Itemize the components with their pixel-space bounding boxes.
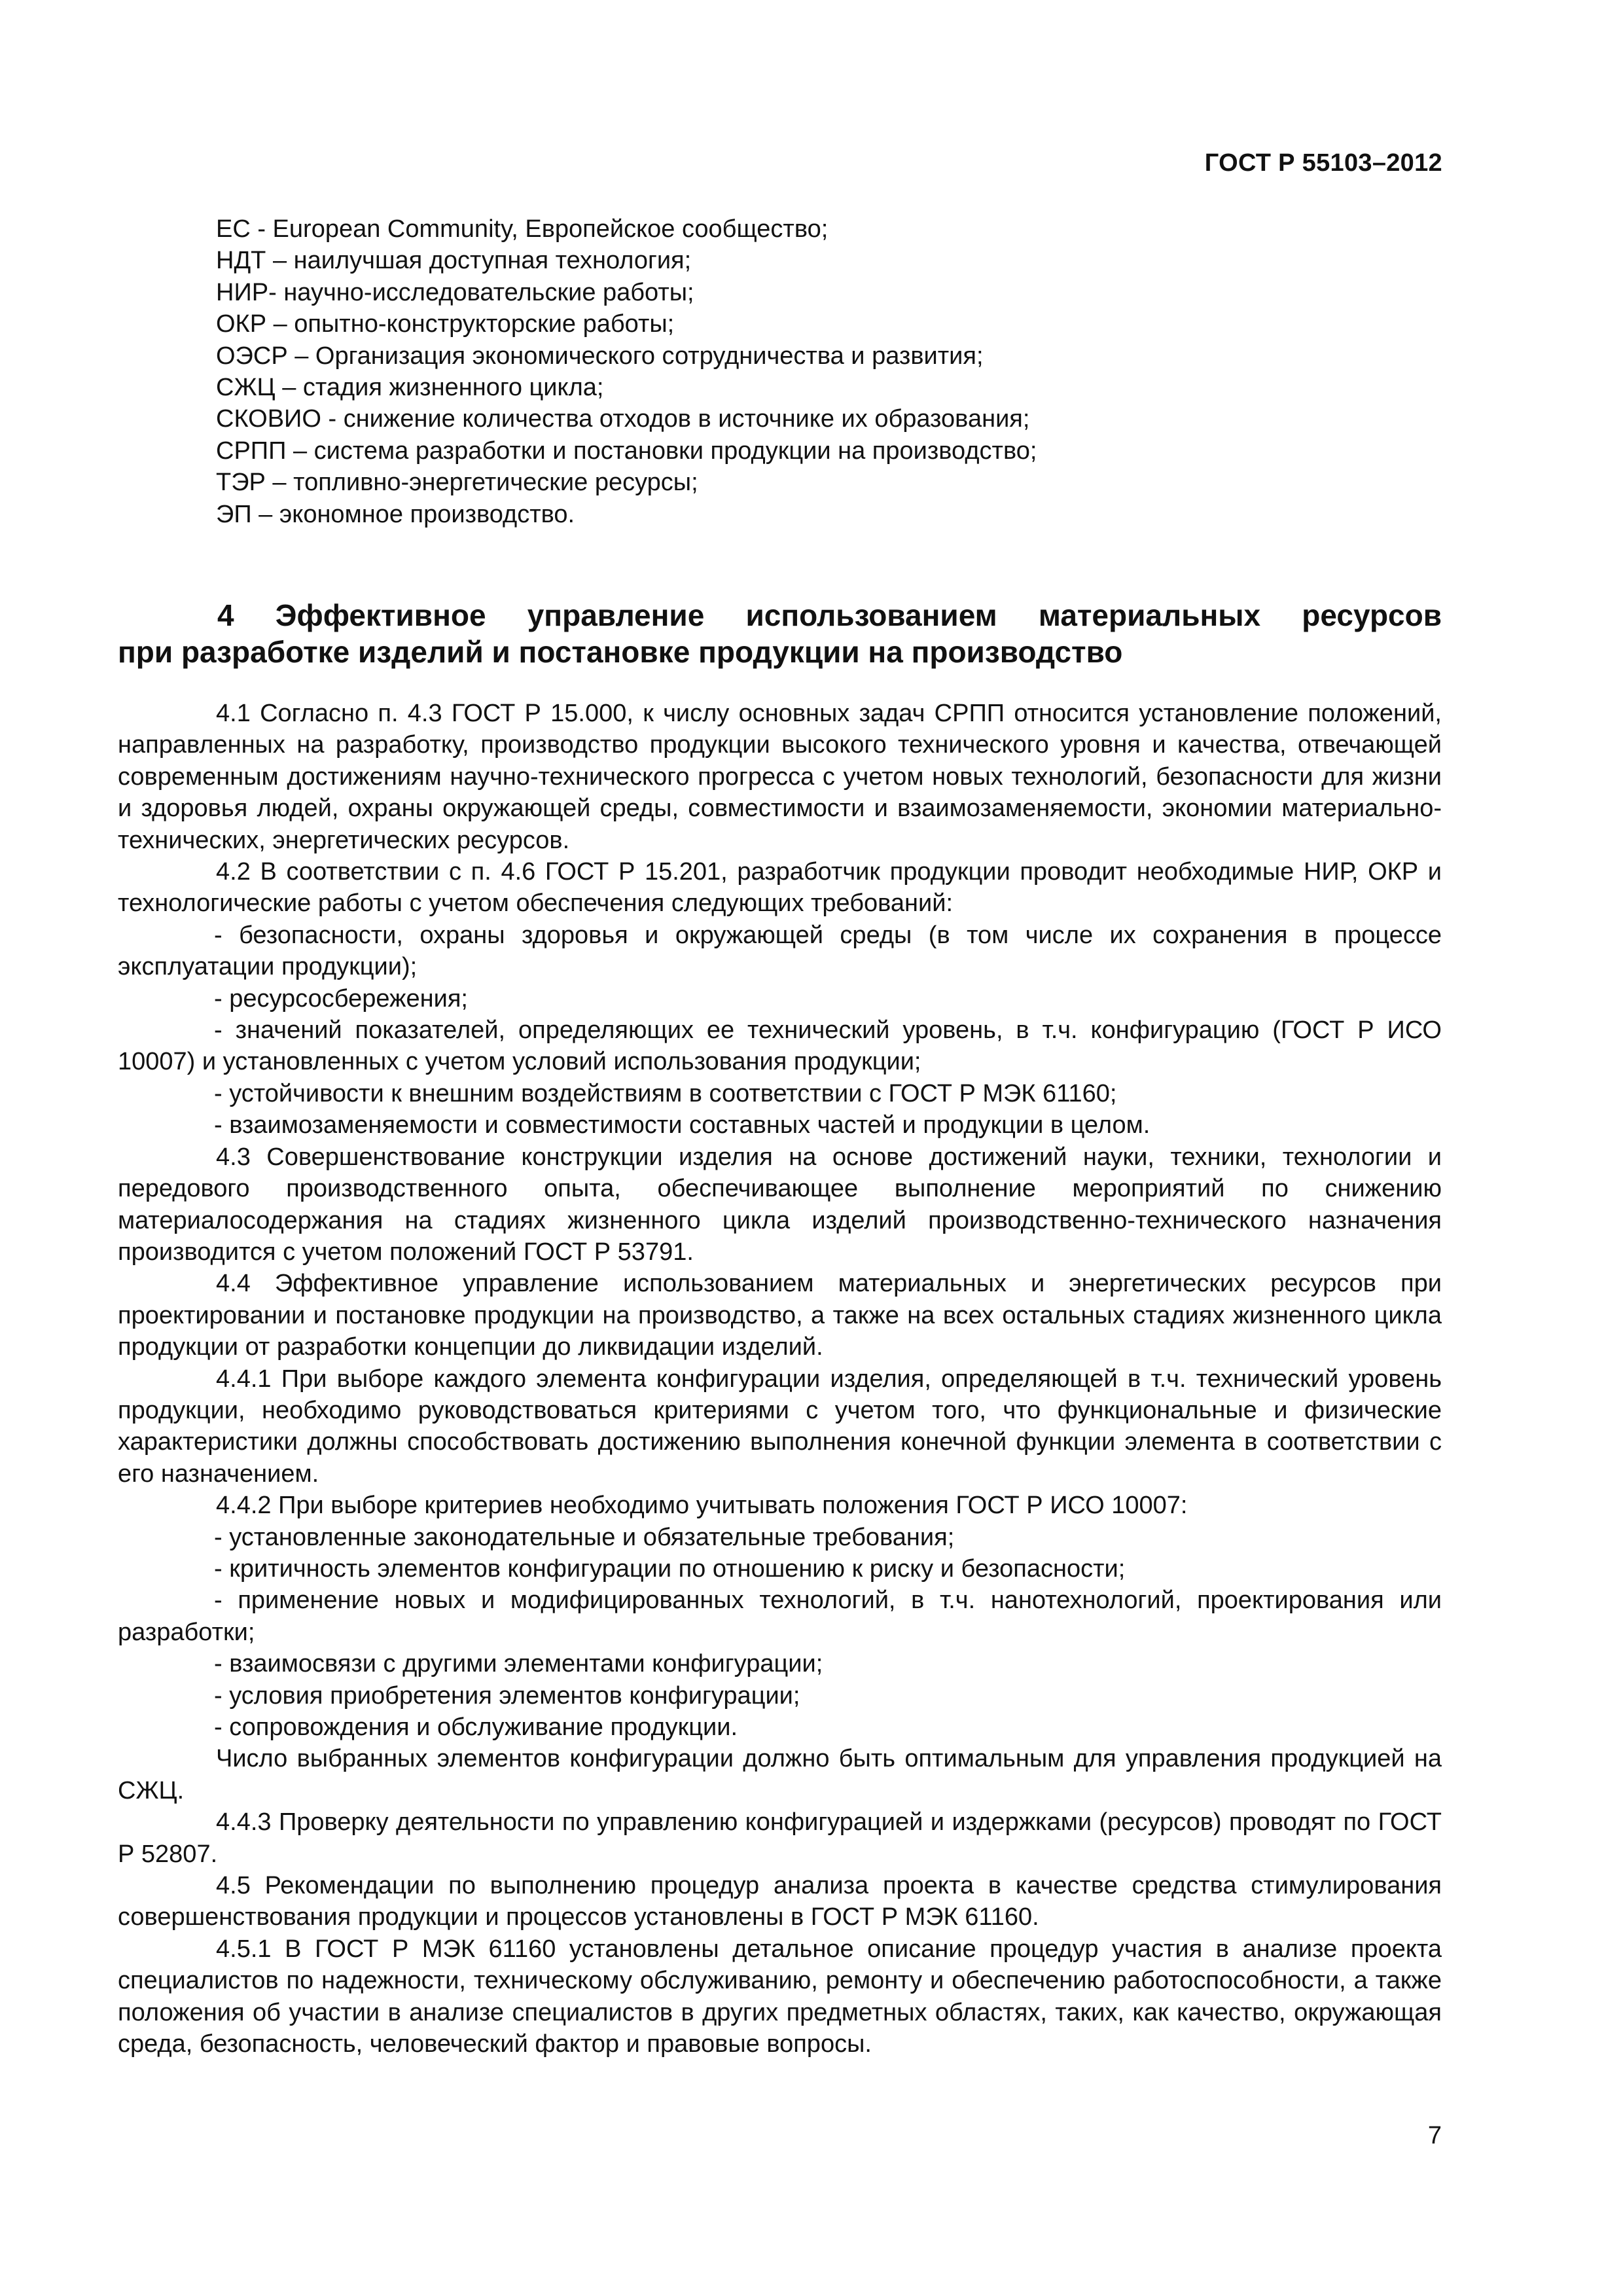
- paragraph-4-1: 4.1 Согласно п. 4.3 ГОСТ Р 15.000, к числу основных задач СРПП относится установление положений, направленных на разработку, производство продукции высокого технического уровня и качества, отвечающей современным достижениям научно-технического прогресса с учетом новых технологий, безопасности для жизни и здоровья людей, охраны окружающей среды, совместимости и взаимозаменяемости, экономии материально-технических, энергетических ресурсов.: [118, 700, 1442, 854]
- paragraph-4-2: 4.2 В соответствии с п. 4.6 ГОСТ Р 15.201, разработчик продукции проводит необходимые НИР, ОКР и технологические работы с учетом обеспечения следующих требований:: [118, 858, 1442, 918]
- abbreviation-item: СКОВИО - снижение количества отходов в источнике их образования;: [216, 405, 1030, 433]
- paragraph-4-4-2: 4.4.2 При выборе критериев необходимо учитывать положения ГОСТ Р ИСО 10007:: [216, 1492, 1188, 1520]
- section-heading: [118, 597, 1442, 670]
- paragraph-4-5: 4.5 Рекомендации по выполнению процедур анализа проекта в качестве средства стимулирования совершенствования продукции и процессов установлены в ГОСТ Р МЭК 61160.: [118, 1872, 1442, 1931]
- list-item: - безопасности, охраны здоровья и окружающей среды (в том числе их сохранения в процессе эксплуатации продукции);: [118, 921, 1442, 981]
- list-item: - значений показателей, определяющих ее технический уровень, в т.ч. конфигурацию (ГОСТ Р ИСО 10007) и установленных с учетом условий использования продукции;: [118, 1016, 1442, 1076]
- standard-code-header: ГОСТ Р 55103–2012: [1204, 149, 1442, 177]
- abbreviation-list: [216, 213, 1459, 530]
- list-item: - взаимозаменяемости и совместимости составных частей и продукции в целом.: [214, 1111, 1150, 1139]
- section-body: [118, 698, 1442, 2060]
- section-heading-line-2: при разработке изделий и постановке продукции на производство: [118, 635, 1123, 669]
- abbreviation-item: ЕС - European Community, Европейское сообщество;: [216, 215, 829, 243]
- list-item: - устойчивости к внешним воздействиям в соответствии с ГОСТ Р МЭК 61160;: [214, 1079, 1117, 1107]
- list-item: - применение новых и модифицированных технологий, в т.ч. нанотехнологий, проектирования или разработки;: [118, 1587, 1442, 1646]
- paragraph-4-4: 4.4 Эффективное управление использованием материальных и энергетических ресурсов при проектировании и постановке продукции на производство, а также на всех остальных стадиях жизненного цикла продукции от разработки концепции до ликвидации изделий.: [118, 1270, 1442, 1361]
- paragraph-4-3: 4.3 Совершенствование конструкции изделия на основе достижений науки, техники, технологии и передового производственного опыта, обеспечивающее выполнение мероприятий по снижению материалосодержания на стадиях жизненного цикла изделий производственно-технического назначения производится с учетом положений ГОСТ Р 53791.: [118, 1143, 1442, 1266]
- abbreviation-item: СЖЦ – стадия жизненного цикла;: [216, 374, 604, 402]
- abbreviation-item: ОКР – опытно-конструкторские работы;: [216, 310, 675, 338]
- list-item: - установленные законодательные и обязательные требования;: [214, 1523, 955, 1551]
- abbreviation-item: ОЭСР – Организация экономического сотрудничества и развития;: [216, 342, 984, 370]
- abbreviation-item: НИР- научно-исследовательские работы;: [216, 278, 694, 306]
- list-item: - критичность элементов конфигурации по отношению к риску и безопасности;: [214, 1554, 1126, 1583]
- list-item: - взаимосвязи с другими элементами конфигурации;: [214, 1650, 823, 1678]
- list-item: - сопровождения и обслуживание продукции.: [214, 1713, 738, 1741]
- abbreviation-item: НДТ – наилучшая доступная технология;: [216, 247, 692, 275]
- section-heading-line-1: 4 Эффективное управление использованием материальных ресурсов: [217, 598, 1442, 632]
- abbreviation-item: СРПП – система разработки и постановки продукции на производство;: [216, 437, 1037, 465]
- abbreviation-item: ТЭР – топливно-энергетические ресурсы;: [216, 469, 698, 497]
- paragraph-4-4-1: 4.4.1 При выборе каждого элемента конфигурации изделия, определяющей в т.ч. технический уровень продукции, необходимо руководствоваться критериями с учетом того, что функциональные и физические характеристики должны способствовать достижению выполнения конечной функции элемента в соответствии с его назначением.: [118, 1365, 1442, 1488]
- paragraph-4-4-3: 4.4.3 Проверку деятельности по управлению конфигурацией и издержками (ресурсов) проводят по ГОСТ Р 52807.: [118, 1808, 1442, 1868]
- page-number: 7: [1427, 2122, 1442, 2149]
- list-item: - ресурсосбережения;: [214, 984, 468, 1013]
- paragraph-4-5-1: 4.5.1 В ГОСТ Р МЭК 61160 установлены детальное описание процедур участия в анализе проекта специалистов по надежности, техническому обслуживанию, ремонту и обеспечению работоспособности, а также положения об участии в анализе специалистов в других предметных областях, таких, как качество, окружающая среда, безопасность, человеческий фактор и правовые вопросы.: [118, 1935, 1442, 2058]
- paragraph-config-count: Число выбранных элементов конфигурации должно быть оптимальным для управления продукцией на СЖЦ.: [118, 1745, 1442, 1804]
- list-item: - условия приобретения элементов конфигурации;: [214, 1681, 800, 1710]
- abbreviation-item: ЭП – экономное производство.: [216, 500, 575, 528]
